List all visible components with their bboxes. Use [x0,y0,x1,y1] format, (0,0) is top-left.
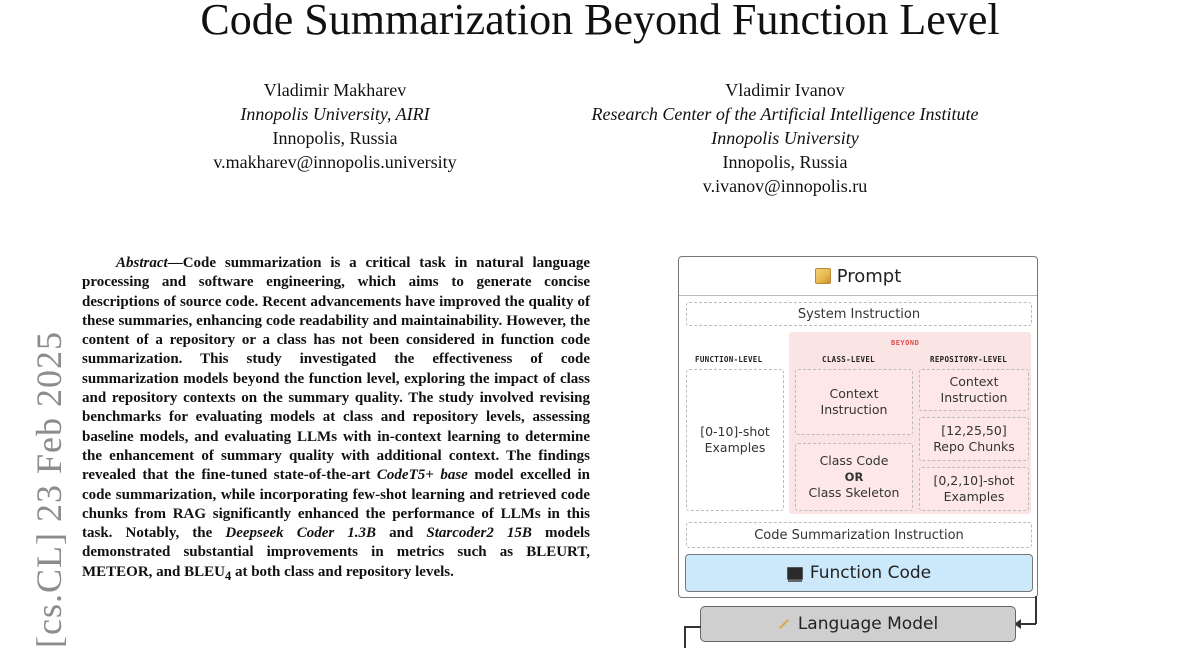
abstract [82,254,590,586]
cell-line: Context [949,374,999,389]
arrow-line [684,626,686,648]
prompt-label: Prompt [836,265,902,287]
abstract-label: Abstract [116,255,168,271]
abstract-model-1: CodeT5+ base [376,467,468,484]
cell-line: Context [829,386,879,401]
class-context-instruction [795,369,913,435]
abstract-model-2: Deepseek Coder 1.3B [225,525,377,542]
function-shot-examples [686,369,784,511]
system-instruction-box: System Instruction [686,302,1032,326]
wand-icon [779,619,789,629]
abstract-subscript: 4 [224,568,232,583]
cell-line: Instruction [820,402,888,417]
abstract-text-1: Code summarization is a critical task in natural language processing and software engineering, which aims to generate concise descriptions of source code. Recent advancements have improved the quality of these summaries, enhancing code readability and maintainability. However, the content of a repository or a class has not been considered in function code summarization. This study investigated the effectiveness of code summarization models beyond the function level, exploring the impact of class and repository contexts on the summary quality. The study involved revising benchmarks for evaluating models at class and repository levels, assessing baseline models, and evaluating LLMs with in-context learning to determine the enhancement of summary quality with additional context. The findings revealed that the fine-tuned state-of-the-art [82,255,590,484]
repo-context-instruction [919,369,1029,411]
cell-line: Examples [943,489,1005,504]
class-level-heading: CLASS-LEVEL [822,355,875,364]
language-model-box [700,606,1016,642]
author-affiliation-2: Innopolis University [711,128,859,148]
arxiv-stamp: [cs.CL] 23 Feb 2025 [29,331,69,648]
author-location: Innopolis, Russia [272,128,398,148]
function-level-heading: FUNCTION-LEVEL [695,355,763,364]
author-affiliation: Research Center of the Artificial Intelligence Institute [591,104,979,124]
cell-line: Class Skeleton [808,485,900,500]
author-name: Vladimir Makharev [263,80,407,100]
function-code-box [685,554,1033,592]
function-code-label: Function Code [809,563,932,583]
arrow-line [1035,596,1037,624]
prompt-diagram [678,256,1038,648]
cell-line: [12,25,50] [941,423,1007,438]
cell-line: Class Code [819,453,889,468]
paper-title: Code Summarization Beyond Function Level [200,0,1000,44]
or-word: OR [844,470,864,484]
author-email: v.makharev@innopolis.university [213,152,457,172]
author-block-1 [190,78,480,174]
cell-line: [0-10]-shot [700,424,770,439]
repository-level-heading: REPOSITORY-LEVEL [930,355,1008,364]
abstract-text-5: at both class and repository levels. [231,563,454,580]
code-summarization-instruction: Code Summarization Instruction [686,522,1032,548]
repo-shot-examples [919,467,1029,511]
abstract-model-3: Starcoder2 15B [426,525,532,542]
cell-line: [0,2,10]-shot [933,473,1015,488]
abstract-text-2: model excelled in code summarization, while incorporating few-shot learning and retrieved code chunks from RAG significantly enhanced the performance of LLMs in this task. Notably, the [82,467,590,542]
cell-line: Repo Chunks [933,439,1015,454]
abstract-text-3: and [376,525,427,542]
cell-line: Examples [704,440,766,455]
abstract-text-4: models demonstrated substantial improvements in metrics such as BLEURT, METEOR, and BLEU [82,525,591,580]
repo-chunks [919,417,1029,461]
computer-icon [787,567,803,580]
arrow-line [684,626,701,628]
memo-icon [815,268,831,284]
author-affiliation: Innopolis University, AIRI [240,104,430,124]
language-model-label: Language Model [797,614,939,634]
beyond-label: BEYOND [891,339,920,347]
author-email: v.ivanov@innopolis.ru [702,176,868,196]
prompt-header [679,257,1037,296]
author-name: Vladimir Ivanov [725,80,845,100]
author-block-2 [560,78,1010,198]
class-code-or-skeleton [795,443,913,511]
cell-line: Instruction [940,390,1008,405]
author-location: Innopolis, Russia [722,152,848,172]
prompt-box [678,256,1038,598]
abstract-dash: — [167,255,183,271]
